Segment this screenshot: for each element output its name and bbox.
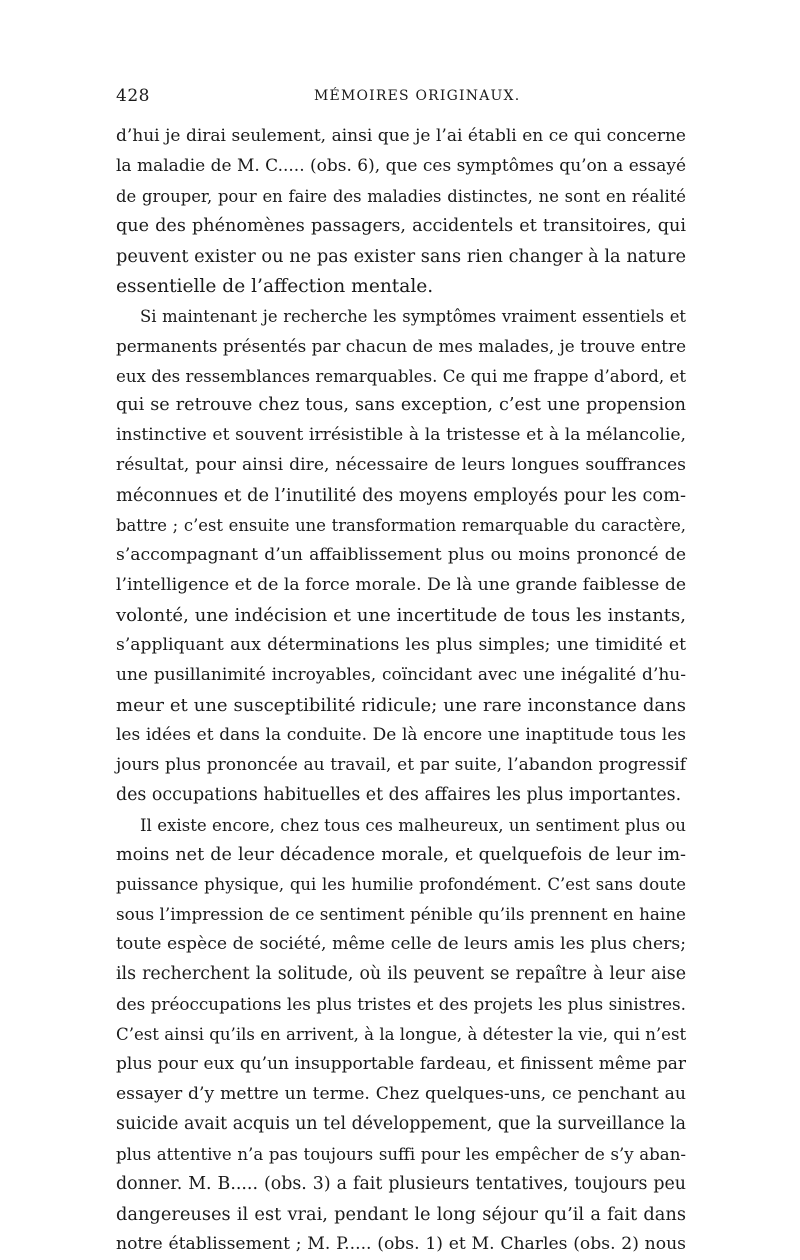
text-line: s’accompagnant d’un affaiblissement plus ou moins prononcé de [116, 545, 686, 566]
running-title: MÉMOIRES ORIGINAUX. [314, 88, 521, 104]
text-line: méconnues et de l’inutilité des moyens employés pour les com- [116, 485, 686, 507]
text-line: des préoccupations les plus tristes et des projets les plus sinistres. [116, 994, 686, 1015]
text-line: instinctive et souvent irrésistible à la tristesse et à la mélancolie, [116, 425, 686, 446]
text-line: puissance physique, qui les humilie profondément. C’est sans doute [116, 875, 686, 895]
text-line: notre établissement ; M. P..... (obs. 1) et M. Charles (obs. 2) nous [116, 1233, 686, 1254]
text-line: battre ; c’est ensuite une transformation remarquable du caractère, [116, 516, 686, 536]
text-line: des occupations habituelles et des affaires les plus importantes. [116, 784, 682, 805]
text-line: moins net de leur décadence morale, et quelquefois de leur im- [116, 844, 686, 865]
text-line: qui se retrouve chez tous, sans exception, c’est une propension [116, 395, 686, 416]
text-line: ils recherchent la solitude, où ils peuvent se repaître à leur aise [116, 964, 686, 985]
text-line: une pusillanimité incroyables, coïncidant avec une inégalité d’hu- [116, 664, 686, 685]
text-line: meur et une susceptibilité ridicule; une rare inconstance dans [116, 694, 686, 716]
text-line: dangereuses il est vrai, pendant le long séjour qu’il a fait dans [116, 1203, 686, 1225]
page-number: 428 [116, 86, 150, 106]
text-line: plus attentive n’a pas toujours suffi pour les empêcher de s’y aban- [116, 1144, 686, 1164]
text-line: sous l’impression de ce sentiment pénible qu’ils prennent en haine [116, 904, 686, 925]
text-line: la maladie de M. C..... (obs. 6), que ces symptômes qu’on a essayé [116, 155, 686, 176]
text-line: d’hui je dirai seulement, ainsi que je l’ai établi en ce qui concerne [116, 126, 686, 146]
text-line: résultat, pour ainsi dire, nécessaire de leurs longues souffrances [116, 455, 686, 476]
text-line: Il existe encore, chez tous ces malheureux, un sentiment plus ou [140, 815, 686, 835]
text-line: volonté, une indécision et une incertitude de tous les instants, [116, 605, 686, 626]
text-line: toute espèce de société, même celle de leurs amis les plus chers; [116, 934, 686, 955]
text-line: peuvent exister ou ne pas exister sans rien changer à la nature [116, 245, 686, 267]
text-line: donner. M. B..... (obs. 3) a fait plusieurs tentatives, toujours peu [116, 1173, 686, 1194]
text-line: de grouper, pour en faire des maladies distinctes, ne sont en réalité [116, 186, 686, 206]
text-line: essayer d’y mettre un terme. Chez quelques-uns, ce penchant au [116, 1084, 686, 1104]
text-line: C’est ainsi qu’ils en arrivent, à la longue, à détester la vie, qui n’est [116, 1025, 687, 1045]
text-line: eux des ressemblances remarquables. Ce qui me frappe d’abord, et [116, 366, 686, 386]
page-header [116, 86, 686, 110]
text-line: plus pour eux qu’un insupportable fardeau, et finissent même par [116, 1054, 686, 1075]
text-line: que des phénomènes passagers, accidentels et transitoires, qui [116, 215, 686, 236]
text-line: les idées et dans la conduite. De là encore une inaptitude tous les [116, 724, 686, 745]
text-line: suicide avait acquis un tel développement, que la surveillance la [116, 1113, 686, 1134]
text-line: l’intelligence et de la force morale. De là une grande faiblesse de [116, 575, 686, 596]
text-line: essentielle de l’affection mentale. [116, 275, 434, 297]
text-line: s’appliquant aux déterminations les plus simples; une timidité et [116, 634, 686, 655]
text-line: Si maintenant je recherche les symptômes vraiment essentiels et [140, 306, 686, 326]
text-line: jours plus prononcée au travail, et par suite, l’abandon progressif [116, 754, 686, 775]
text-line: permanents présentés par chacun de mes malades, je trouve entre [116, 335, 686, 356]
body-text [116, 122, 686, 1260]
